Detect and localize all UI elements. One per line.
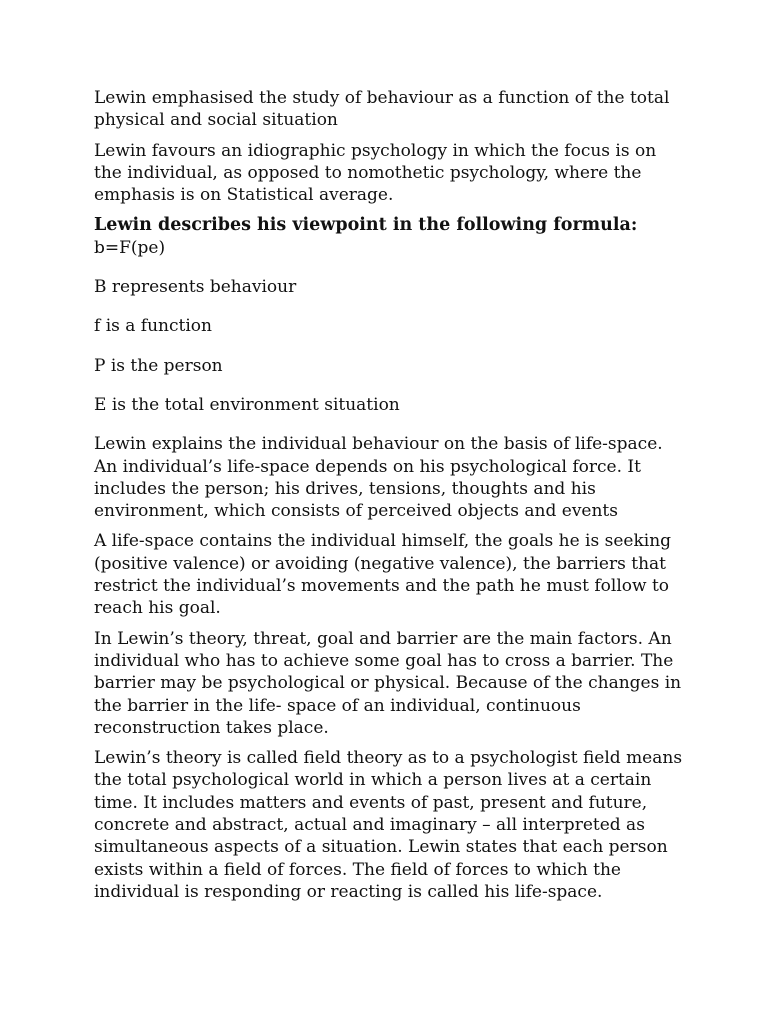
text-line: An individual’s life-space depends on his psychological force. It — [94, 456, 641, 477]
text-line: E is the total environment situation — [94, 394, 400, 415]
paragraph-idiographic — [94, 140, 674, 207]
formula-block — [94, 237, 674, 259]
text-line: In Lewin’s theory, threat, goal and barrier are the main factors. An — [94, 628, 672, 649]
text-line: environment, which consists of perceived objects and events — [94, 501, 618, 522]
text-line: B represents behaviour — [94, 277, 297, 298]
paragraph-life-space — [94, 433, 674, 522]
text-line: simultaneous aspects of a situation. Lewin states that each person — [94, 837, 668, 858]
text-line: time. It includes matters and events of past, present and future, — [94, 792, 648, 813]
formula-heading-block — [94, 214, 674, 236]
paragraph-lewin-emphasis — [94, 87, 674, 132]
formula-text: b=F(pe) — [94, 237, 166, 258]
text-line: exists within a field of forces. The field of forces to which the — [94, 859, 621, 880]
text-line: the individual, as opposed to nomothetic psychology, where the — [94, 162, 642, 183]
text-line: Lewin explains the individual behaviour on the basis of life-space. — [94, 434, 663, 455]
text-line: the total psychological world in which a person lives at a certain — [94, 770, 652, 791]
text-line: reconstruction takes place. — [94, 717, 329, 738]
definition-e — [94, 394, 674, 416]
text-line: individual who has to achieve some goal has to cross a barrier. The — [94, 650, 674, 671]
text-line: barrier may be psychological or physical. Because of the changes in — [94, 673, 682, 694]
text-line: emphasis is on Statistical average. — [94, 185, 394, 206]
text-line: P is the person — [94, 355, 223, 376]
text-line: f is a function — [94, 316, 212, 337]
text-line: A life-space contains the individual himself, the goals he is seeking — [94, 531, 672, 552]
text-line: includes the person; his drives, tensions, thoughts and his — [94, 478, 596, 499]
text-line: individual is responding or reacting is called his life-space. — [94, 881, 603, 902]
formula-heading: Lewin describes his viewpoint in the following formula: — [94, 215, 638, 236]
text-line: reach his goal. — [94, 598, 221, 619]
definition-p — [94, 355, 674, 377]
text-line: Lewin’s theory is called field theory as to a psychologist field means — [94, 748, 683, 769]
text-line: (positive valence) or avoiding (negative valence), the barriers that — [94, 553, 666, 574]
text-line: restrict the individual’s movements and the path he must follow to — [94, 576, 670, 597]
definition-f — [94, 315, 674, 337]
paragraph-life-space-contents — [94, 530, 674, 619]
text-line: Lewin emphasised the study of behaviour as a function of the total — [94, 88, 670, 108]
text-line: the barrier in the life- space of an individual, continuous — [94, 695, 581, 716]
text-line: concrete and abstract, actual and imaginary – all interpreted as — [94, 815, 645, 836]
document-body — [94, 87, 683, 911]
text-line: Lewin favours an idiographic psychology in which the focus is on — [94, 140, 657, 161]
text-line: physical and social situation — [94, 110, 338, 131]
paragraph-threat-goal-barrier — [94, 628, 682, 739]
definition-b — [94, 276, 674, 298]
paragraph-field-theory — [94, 747, 683, 903]
